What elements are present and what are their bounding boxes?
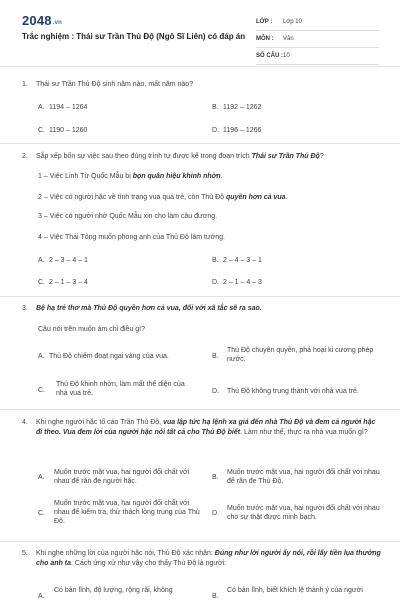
question-text	[36, 418, 382, 438]
option-text: Thủ Độ khinh nhờn, làm mất thể diện của nhà vua trẻ.	[56, 381, 185, 397]
event-text: 1 – Việc Linh Từ Quốc Mẫu bị	[38, 173, 133, 180]
option-a[interactable]	[38, 256, 188, 265]
option-c[interactable]	[38, 278, 188, 287]
option-letter: A.	[38, 353, 45, 360]
logo-main-text: 2048	[22, 13, 52, 28]
meta-row-grade	[256, 14, 379, 31]
option-text: 2 – 1 – 4 – 3	[223, 279, 262, 286]
option-a[interactable]	[38, 352, 198, 361]
option-d[interactable]	[212, 126, 372, 135]
option-b[interactable]	[212, 346, 377, 364]
question-subprompt: Câu nói trên muốn ám chỉ điều gì?	[38, 326, 146, 333]
site-logo[interactable]	[22, 13, 62, 28]
option-letter: B.	[212, 257, 219, 264]
option-a[interactable]	[38, 586, 203, 600]
question-text-plain: ?	[319, 153, 324, 160]
question-stem	[22, 418, 382, 438]
meta-row-subject	[256, 31, 379, 48]
option-c[interactable]	[38, 499, 203, 526]
option-text: Thủ Độ không trung thành với nhà vua trẻ.	[227, 388, 359, 395]
option-d[interactable]	[212, 387, 377, 396]
option-letter: C.	[38, 127, 45, 134]
option-b[interactable]	[212, 256, 372, 265]
option-text: Có bản lĩnh, biết khích lệ thành ý của người	[227, 587, 363, 594]
option-letter: C.	[38, 387, 45, 394]
option-letter: A.	[38, 593, 45, 600]
option-letter: A.	[38, 474, 45, 481]
option-text: 2 – 3 – 4 – 1	[49, 257, 88, 264]
meta-value: Lớp 10	[283, 19, 302, 25]
question-text-emphasis: Đúng như lời người ấy nói, rồi lấy tiền lụa thưởng cho anh ta	[36, 550, 381, 567]
question-number: 3.	[22, 305, 28, 312]
meta-value: Văn	[283, 36, 294, 42]
document-meta-table	[256, 14, 379, 65]
option-d[interactable]	[212, 278, 372, 287]
question-stem	[22, 549, 382, 569]
question-text-emphasis: Thái sư Trần Thủ Độ	[251, 153, 320, 160]
option-b[interactable]	[212, 468, 380, 486]
option-text: 1192 – 1262	[223, 104, 262, 111]
option-text: Muốn trước mặt vua, hai người đối chất với nhau cho sự thật được minh bạch.	[227, 505, 380, 521]
question-stem	[22, 304, 382, 314]
option-text: Muốn trước mặt vua, hai người đối chất với nhau để răn đe người hặc.	[54, 469, 190, 485]
option-c[interactable]	[38, 380, 198, 398]
event-emphasis: bọn quân hiệu khinh nhờn	[132, 173, 221, 180]
question-text-plain: . Làm như thế, thực ra nhà vua muốn gì?	[240, 429, 368, 436]
option-text: Muốn trước mặt vua, hai người đối chất với nhau để răn đe Thủ Độ.	[227, 469, 380, 485]
option-text: Thủ Độ chuyên quyền, phá hoại kỉ cương phép nước.	[227, 347, 374, 363]
option-letter: B.	[212, 474, 219, 481]
option-d[interactable]	[212, 504, 380, 522]
event-text: 4 – Việc Thái Tông muốn phong anh của Thủ Độ làm tướng.	[38, 234, 225, 241]
option-text: Có bản lĩnh, độ lượng, rộng rãi, không	[54, 587, 173, 594]
option-letter: C.	[38, 279, 45, 286]
question-number: 5.	[22, 550, 28, 557]
question-text-emphasis: Bệ hạ trẻ thơ mà Thủ Độ quyền hơn cả vua, đối với xã tắc sẽ ra sao.	[36, 305, 262, 312]
question-number: 4.	[22, 419, 28, 426]
option-text: 2 – 4 – 3 – 1	[223, 257, 262, 264]
document-header	[0, 0, 400, 67]
question-text-plain: . Cách ứng xử như vậy cho thấy Thủ Độ là người:	[71, 560, 227, 567]
meta-label: LỚP :	[256, 19, 273, 25]
option-letter: D.	[212, 279, 219, 286]
option-c[interactable]	[38, 126, 188, 135]
event-item	[38, 212, 382, 222]
question-divider	[0, 143, 400, 144]
option-letter: B.	[212, 593, 219, 600]
option-letter: A.	[38, 104, 45, 111]
meta-label: SỐ CÂU :	[256, 53, 283, 59]
question-text	[36, 152, 382, 162]
meta-row-question-count	[256, 48, 379, 65]
event-item	[38, 172, 382, 182]
event-text: 3 – Việc có người nhờ Quốc Mẫu xin cho làm câu đương.	[38, 213, 218, 220]
question-text-plain: Sắp xếp bốn sự việc sau theo đúng trình tự được kể trong đoạn trích	[36, 153, 252, 160]
meta-label: MÔN :	[256, 36, 274, 42]
question-text: Thái sư Trần Thủ Độ sinh năm nào, mất năm nào?	[36, 81, 194, 88]
question-text	[36, 549, 382, 569]
logo-suffix-text: .vn	[52, 20, 63, 26]
question-number: 1.	[22, 81, 28, 88]
option-letter: A.	[38, 257, 45, 264]
question-stem	[22, 152, 382, 162]
option-text: 2 – 1 – 3 – 4	[49, 279, 88, 286]
option-a[interactable]	[38, 103, 188, 112]
question-text-plain: Khi nghe người hặc tố cáo Trần Thủ Độ,	[36, 419, 164, 426]
option-letter: D.	[212, 127, 219, 134]
event-text: 2 – Việc có người hặc về tình trạng vua quá trẻ, còn Thủ Độ	[38, 194, 227, 201]
question-divider	[0, 296, 400, 297]
option-b[interactable]	[212, 103, 372, 112]
option-letter: B.	[212, 104, 219, 111]
option-text: 1196 – 1266	[223, 127, 262, 134]
option-letter: D.	[212, 388, 219, 395]
document-title: Trắc nghiệm : Thái sư Trần Thủ Độ (Ngô Sĩ Liên) có đáp án	[22, 32, 246, 41]
option-text: 1194 – 1264	[49, 104, 88, 111]
option-letter: B.	[212, 353, 219, 360]
question-text-plain: Khi nghe những lời của người hặc nói, Thủ Độ xác nhận:	[36, 550, 215, 557]
event-item	[38, 233, 382, 243]
question-text-emphasis: vua lập tức hạ lệnh xa giá đến nhà Thủ Độ và đem cả người hặc đi theo. Vua đem lời của người hặc nói tất cả cho Thủ Độ biết	[36, 419, 376, 436]
question-number: 2.	[22, 153, 28, 160]
option-text: Thủ Độ chiếm đoạt ngai vàng của vua.	[49, 353, 169, 360]
event-text: .	[285, 194, 288, 201]
question-stem	[22, 80, 382, 90]
option-letter: D.	[212, 510, 219, 517]
question-divider	[0, 541, 400, 542]
option-text: 1190 – 1260	[49, 127, 88, 134]
option-text: Muốn trước mặt vua, hai người đối chất với nhau để kiểm tra, thử thách lòng trung của Thủ Độ.	[54, 500, 200, 525]
option-b[interactable]	[212, 586, 380, 600]
event-text: .	[220, 173, 223, 180]
option-letter: C.	[38, 510, 45, 517]
question-divider	[0, 409, 400, 410]
event-emphasis: quyền hơn cả vua	[226, 194, 286, 201]
event-item	[38, 193, 382, 203]
meta-value: 10	[283, 53, 290, 59]
option-a[interactable]	[38, 468, 203, 486]
